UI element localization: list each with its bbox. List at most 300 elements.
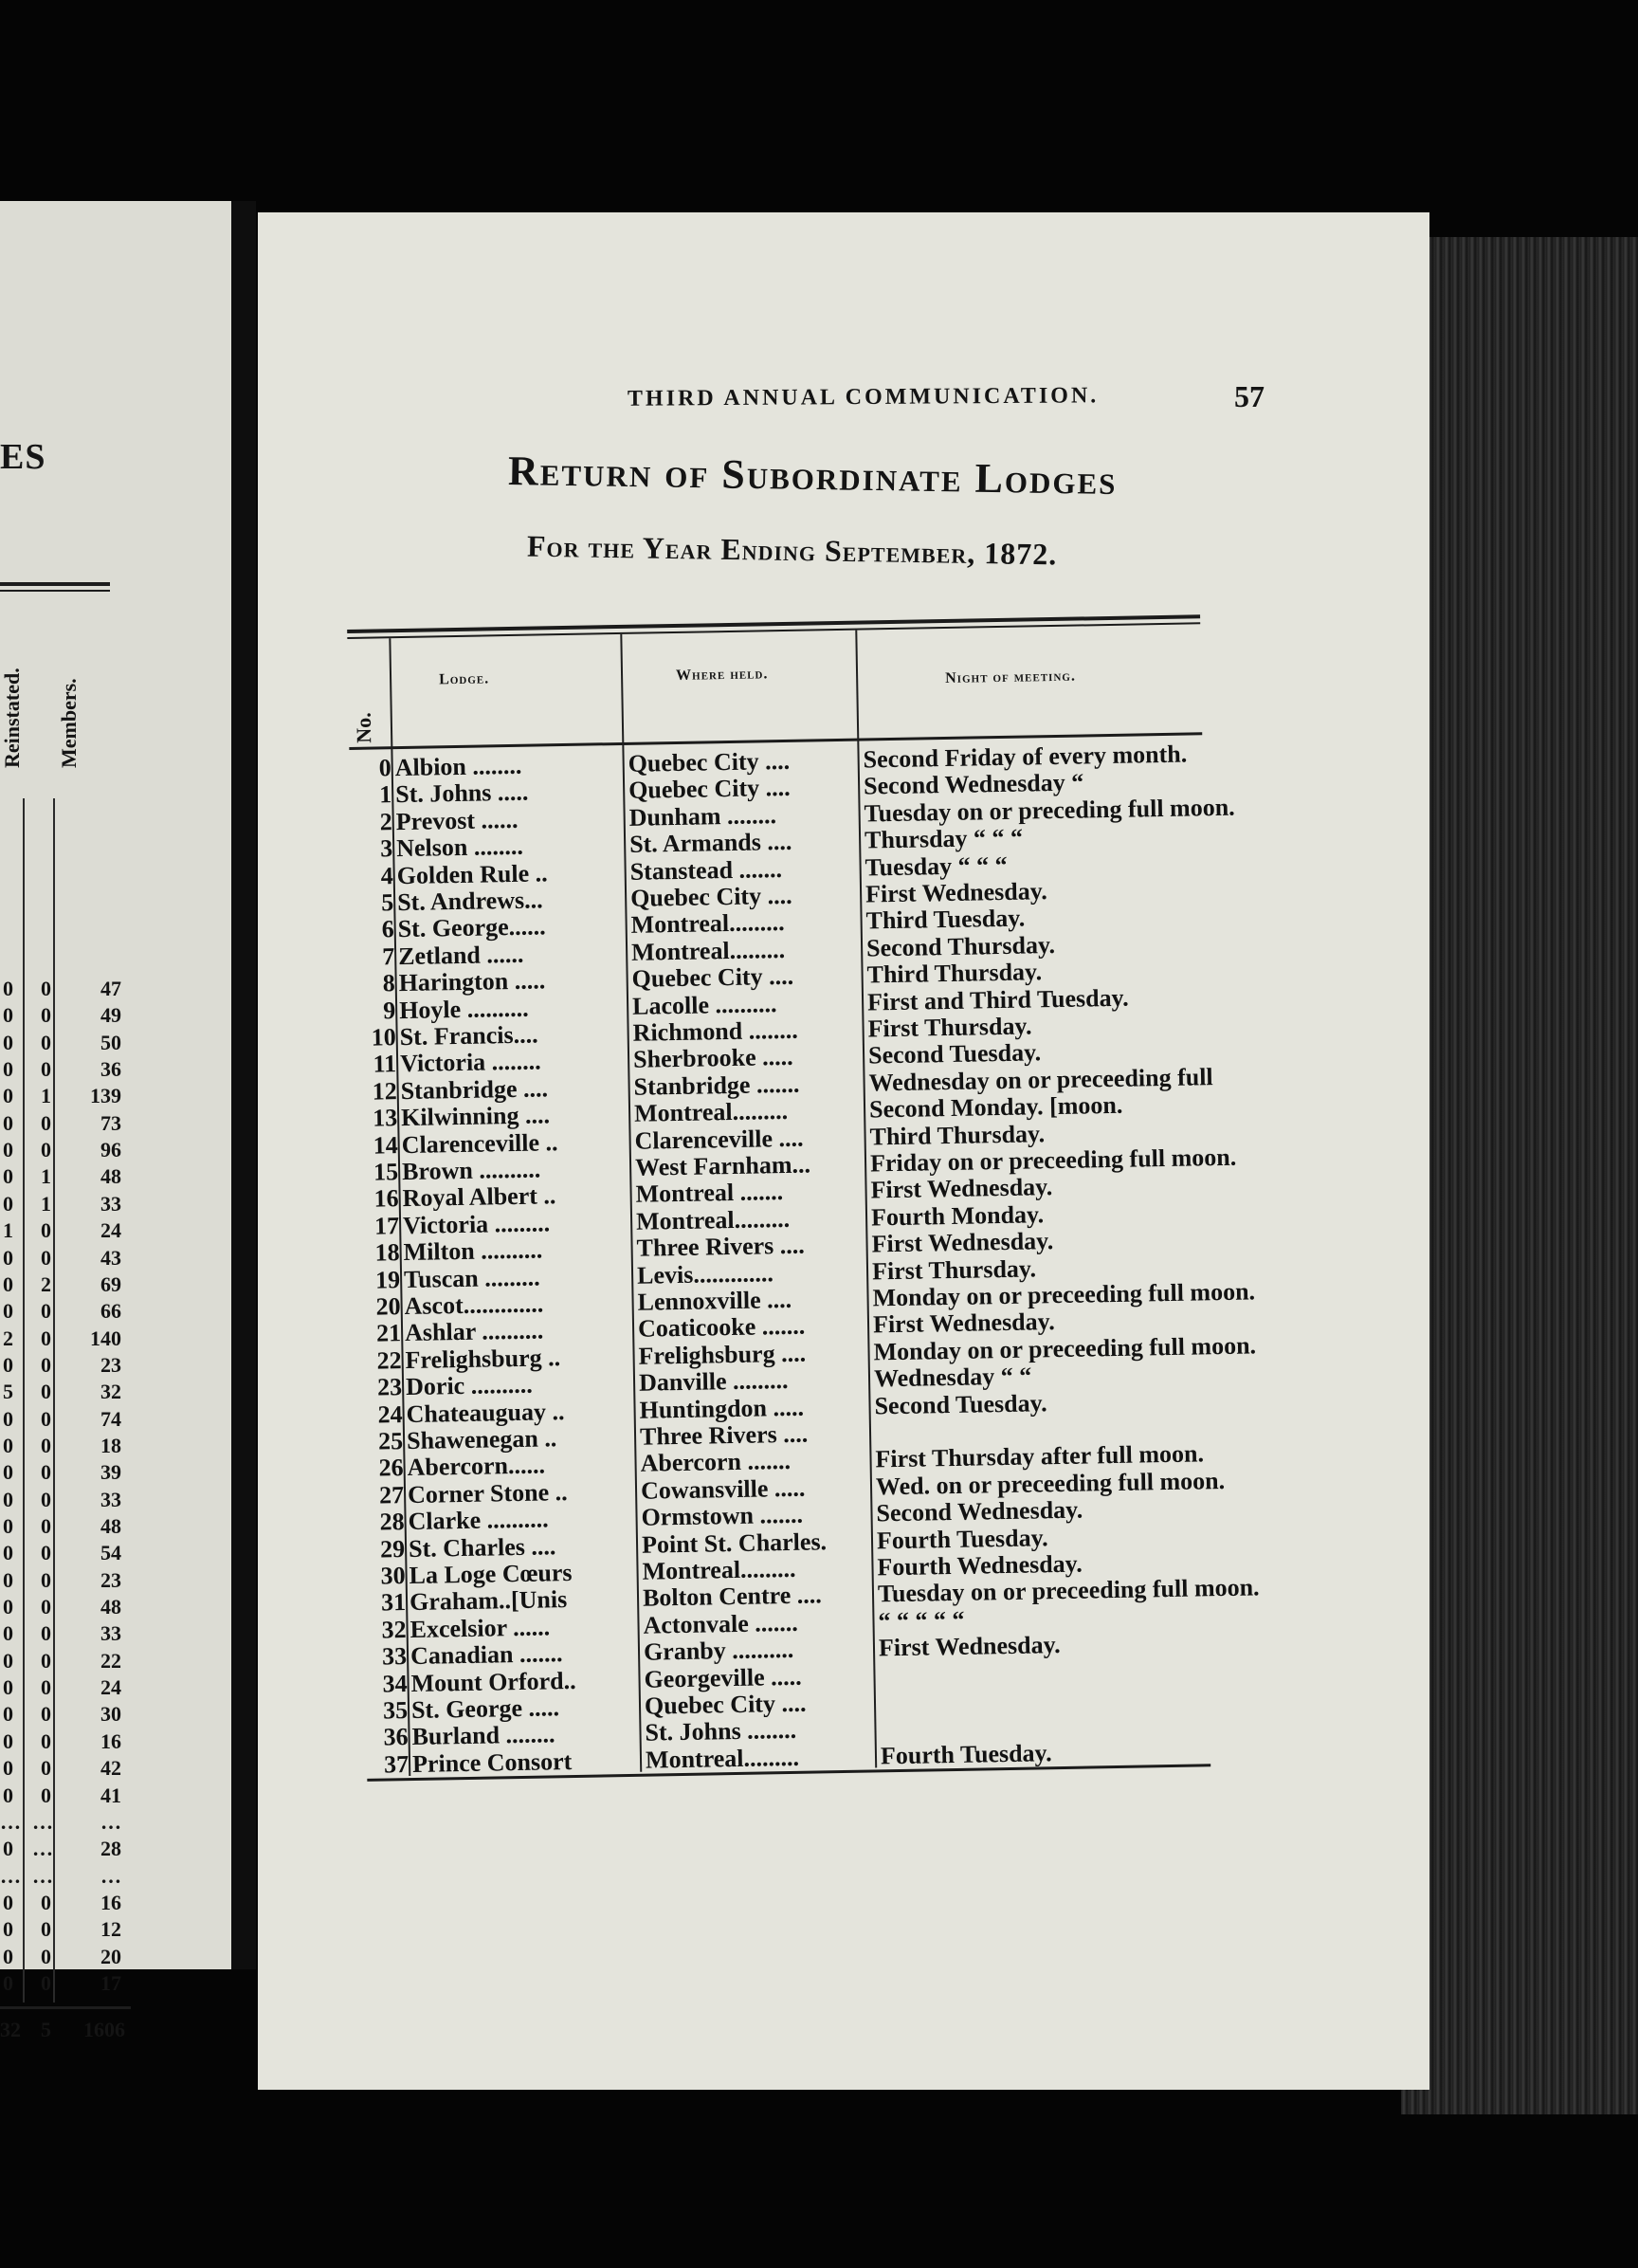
lodge-number: 8 [382, 969, 395, 997]
reinstated-cell: 0 [41, 1433, 51, 1457]
lodge-name: Graham..[Unis [409, 1585, 568, 1617]
previous-page-row [0, 1891, 131, 1917]
reinstated-cell: … [32, 1809, 53, 1834]
where-held: Quebec City .... [628, 746, 791, 777]
previous-page-row [0, 1353, 131, 1380]
lodge-name: Brown .......... [401, 1155, 541, 1186]
row-cell: 2 [3, 1326, 13, 1350]
lodge-number: 11 [373, 1050, 397, 1078]
reinstated-cell: 0 [41, 1487, 51, 1511]
column-header-lodge: Lodge. [438, 670, 490, 688]
row-cell: 0 [3, 1944, 13, 1968]
where-held: Montreal......... [630, 908, 785, 940]
previous-page-row [0, 1783, 131, 1810]
night-of-meeting: Fourth Tuesday. [880, 1739, 1052, 1770]
lodge-name: Corner Stone .. [407, 1477, 568, 1509]
where-held: Levis............. [636, 1258, 774, 1289]
lodge-name: La Loge Cœurs [409, 1559, 573, 1590]
lodge-name: Stanbridge .... [400, 1074, 549, 1105]
night-of-meeting: First Wednesday. [872, 1308, 1055, 1339]
night-of-meeting: Third Tuesday. [865, 904, 1026, 935]
members-cell: 23 [100, 1352, 121, 1377]
reinstated-cell: 0 [41, 1030, 51, 1054]
lodge-name: St. George...... [397, 912, 546, 943]
previous-page-row [0, 1864, 131, 1891]
where-held: Cowansville ..... [640, 1473, 806, 1505]
row-cell: 0 [3, 1164, 13, 1189]
lodge-name: Golden Rule .. [396, 858, 548, 889]
members-cell: 32 [100, 1380, 121, 1404]
where-held: Quebec City .... [628, 774, 791, 805]
reinstated-cell: 0 [41, 1541, 51, 1565]
lodge-number: 5 [380, 888, 394, 917]
lodge-number: 24 [377, 1399, 403, 1429]
members-cell: 42 [100, 1756, 121, 1781]
lodge-name: Prince Consort [411, 1747, 573, 1778]
lodge-number: 23 [376, 1373, 403, 1401]
total-cell: 32 [0, 2018, 21, 2041]
lodge-name: Chateauguay .. [406, 1397, 565, 1428]
reinstated-cell: 0 [41, 1514, 51, 1538]
lodge-number: 7 [381, 942, 395, 971]
night-of-meeting: First Wednesday. [871, 1227, 1054, 1258]
where-held: Frelighsburg .... [638, 1339, 807, 1370]
lodge-name: St. Charles .... [408, 1531, 556, 1563]
night-of-meeting: Third Thursday. [866, 958, 1043, 989]
members-cell: 30 [100, 1702, 121, 1727]
lodge-name: St. Johns ..... [394, 778, 529, 809]
where-held: Georgeville ..... [644, 1662, 802, 1693]
lodge-number: 21 [375, 1319, 402, 1347]
reinstated-cell: 0 [41, 1675, 51, 1700]
previous-page-row [0, 1434, 131, 1460]
lodge-name: Milton .......... [403, 1235, 543, 1267]
lodge-number: 26 [378, 1454, 404, 1482]
members-cell: 12 [100, 1917, 121, 1942]
night-of-meeting: Second Tuesday. [867, 1038, 1042, 1070]
running-head: THIRD ANNUAL COMMUNICATION. [627, 383, 1100, 412]
row-cell: 0 [3, 1970, 13, 1995]
lodge-number: 25 [377, 1427, 404, 1455]
members-cell: 18 [100, 1433, 121, 1457]
night-of-meeting: Tuesday on or preceding full moon. [864, 793, 1235, 828]
row-cell: 0 [3, 1837, 13, 1861]
row-cell: 5 [3, 1380, 13, 1404]
members-cell: 48 [100, 1595, 121, 1619]
night-of-meeting: Wednesday “ “ [873, 1362, 1032, 1393]
lodge-name: Royal Albert .. [402, 1181, 556, 1213]
lodge-number: 17 [373, 1211, 400, 1240]
lodge-name: Doric .......... [405, 1370, 533, 1401]
night-of-meeting: First Wednesday. [878, 1631, 1061, 1662]
row-cell: … [0, 1809, 21, 1834]
where-held: Granby .......... [643, 1636, 794, 1666]
night-of-meeting: Tuesday “ “ “ [864, 850, 1008, 882]
members-cell: … [100, 1863, 121, 1888]
lodge-number: 13 [372, 1104, 398, 1132]
row-cell: 0 [3, 1084, 13, 1108]
where-held: Montreal......... [630, 935, 786, 966]
lodge-number: 1 [378, 780, 392, 809]
night-of-meeting: Wednesday on or preceeding full [868, 1062, 1213, 1097]
night-of-meeting: Second Wednesday “ [863, 768, 1084, 800]
members-cell: 16 [100, 1890, 121, 1914]
previous-page-rule [0, 582, 110, 586]
reinstated-cell: 0 [41, 1648, 51, 1673]
row-cell: 0 [3, 1057, 13, 1082]
lodge-name: Zetland ...... [397, 940, 524, 970]
members-cell: 28 [100, 1837, 121, 1861]
row-cell: 0 [3, 1110, 13, 1135]
lodge-number: 29 [379, 1534, 406, 1564]
where-held: Montreal ....... [635, 1178, 784, 1209]
previous-page-row [0, 1837, 131, 1863]
where-held: Montreal......... [633, 1097, 789, 1127]
column-header-no: No. [351, 712, 376, 743]
row-cell: 0 [3, 1783, 13, 1807]
row-cell: 0 [3, 1406, 13, 1431]
where-held: Richmond ........ [632, 1015, 798, 1047]
previous-page-row [0, 1407, 131, 1434]
row-cell: 0 [3, 1728, 13, 1753]
previous-page-row [0, 1621, 131, 1648]
row-cell: 0 [3, 1352, 13, 1377]
lodge-name: St. Andrews... [396, 886, 543, 917]
where-held: St. Johns ........ [645, 1716, 797, 1747]
lodge-name: St. Francis.... [399, 1020, 538, 1052]
previous-page-row [0, 1031, 131, 1057]
row-cell: 0 [3, 1756, 13, 1781]
previous-page-row [0, 1326, 131, 1353]
members-cell: 48 [100, 1164, 121, 1189]
reinstated-cell: 0 [41, 1406, 51, 1431]
where-held: Quebec City .... [644, 1689, 807, 1720]
lodge-name: Prevost ...... [395, 805, 519, 835]
members-cell: 41 [100, 1783, 121, 1807]
lodges-table [347, 602, 1395, 2023]
where-held: Danville ......... [638, 1366, 789, 1397]
members-cell: … [100, 1809, 121, 1834]
previous-page-row [0, 1299, 131, 1326]
where-held: Sherbrooke ..... [632, 1043, 793, 1074]
night-of-meeting: First and Third Tuesday. [866, 983, 1129, 1016]
lodge-name: Excelsior ...... [410, 1613, 551, 1643]
night-of-meeting: Fourth Wednesday. [877, 1549, 1083, 1582]
row-cell: 0 [3, 1299, 13, 1324]
members-cell: 49 [100, 1003, 121, 1028]
night-of-meeting: Fourth Tuesday. [876, 1523, 1048, 1554]
lodge-number: 2 [379, 807, 392, 836]
page-subtitle: For the Year Ending September, 1872. [526, 528, 1058, 572]
reinstated-cell: 0 [41, 1057, 51, 1082]
lodge-number: 31 [380, 1588, 407, 1617]
reinstated-cell: 0 [41, 1245, 51, 1270]
where-held: Stanstead ....... [629, 854, 783, 886]
where-held: Dunham ........ [628, 800, 777, 832]
lodge-number: 3 [379, 834, 393, 863]
where-held: West Farnham... [634, 1150, 811, 1181]
previous-page-row [0, 1111, 131, 1138]
reinstated-cell: 0 [41, 1003, 51, 1028]
previous-page-row [0, 1460, 131, 1487]
members-cell: 50 [100, 1030, 121, 1054]
previous-page-row [0, 1729, 131, 1756]
members-cell: 33 [100, 1191, 121, 1216]
row-cell: … [0, 1863, 21, 1888]
reinstated-cell: 0 [41, 1110, 51, 1135]
where-held: Montreal......... [635, 1204, 791, 1235]
previous-page-row [0, 1246, 131, 1272]
lodge-number: 37 [383, 1749, 410, 1779]
lodge-number: 10 [371, 1023, 396, 1052]
reinstated-column-header: Reinstated. [0, 668, 24, 768]
night-of-meeting: First Thursday. [867, 1012, 1032, 1043]
previous-page-row [0, 1057, 131, 1084]
previous-page-row [0, 1380, 131, 1406]
lodge-name: Victoria ........ [399, 1047, 541, 1078]
where-held: Stanbridge ....... [633, 1070, 800, 1101]
row-cell: 0 [3, 977, 13, 1000]
row-cell: 0 [3, 1702, 13, 1727]
lodge-name: Harington ..... [398, 966, 546, 997]
members-cell: 73 [100, 1110, 121, 1135]
night-of-meeting: Monday on or preceeding full moon. [872, 1277, 1256, 1312]
lodge-name: Clarke .......... [408, 1505, 549, 1536]
row-cell: 0 [3, 1487, 13, 1511]
where-held: Ormstown ....... [641, 1500, 804, 1531]
where-held: Three Rivers .... [636, 1231, 805, 1262]
lodge-number: 4 [380, 861, 393, 890]
lodge-name: Tuscan ......... [403, 1263, 540, 1293]
members-cell: 23 [100, 1567, 121, 1592]
row-cell: 0 [3, 1514, 13, 1538]
lodge-number: 14 [373, 1130, 398, 1160]
reinstated-cell: 0 [41, 1326, 51, 1350]
previous-page-row [0, 1003, 131, 1030]
previous-page-row [0, 1810, 131, 1837]
night-of-meeting: Second Friday of every month. [863, 740, 1188, 774]
lodge-name: Mount Orford.. [410, 1666, 576, 1697]
total-members: 1606 [83, 2018, 125, 2041]
night-of-meeting [880, 1679, 1410, 1689]
lodge-name: Victoria ......... [402, 1209, 551, 1239]
reinstated-cell: 0 [41, 1917, 51, 1942]
reinstated-cell: 0 [41, 1728, 51, 1753]
members-cell: 43 [100, 1245, 121, 1270]
night-of-meeting: Second Wednesday. [876, 1495, 1083, 1527]
lodge-name: Frelighsburg .. [405, 1343, 561, 1374]
lodge-name: Albion ........ [394, 751, 522, 782]
night-of-meeting: Tuesday on or preceeding full moon. [877, 1573, 1260, 1608]
night-of-meeting: Friday on or preceeding full moon. [869, 1143, 1237, 1178]
night-of-meeting: Monday on or preceeding full moon. [873, 1331, 1257, 1366]
previous-page-row [0, 1164, 131, 1191]
members-cell: 74 [100, 1406, 121, 1431]
reinstated-cell: 0 [41, 1621, 51, 1646]
reinstated-cell: 0 [41, 1218, 51, 1243]
previous-page-row [0, 1971, 131, 1998]
previous-page-row [0, 1138, 131, 1164]
previous-page-row [0, 977, 131, 1003]
page-number: 57 [1234, 379, 1265, 413]
members-cell: 48 [100, 1514, 121, 1538]
lodge-name: Burland ........ [411, 1720, 555, 1751]
members-cell: 33 [100, 1621, 121, 1646]
lodge-name: Ascot............. [404, 1289, 544, 1321]
where-held: Bolton Centre .... [642, 1581, 823, 1613]
reinstated-cell: 0 [41, 977, 51, 1000]
members-cell: 17 [100, 1970, 121, 1995]
reinstated-cell: 1 [41, 1084, 51, 1108]
lodge-name: Clarenceville .. [401, 1127, 558, 1159]
reinstated-cell: … [32, 1863, 53, 1888]
lodge-number: 0 [378, 754, 391, 782]
previous-page-row [0, 1218, 131, 1245]
night-of-meeting: Thursday “ “ “ [864, 823, 1024, 854]
night-of-meeting: First Thursday after full moon. [875, 1439, 1205, 1473]
members-cell: 139 [90, 1084, 121, 1108]
where-held: Actonvale ....... [643, 1608, 798, 1639]
members-cell: 39 [100, 1460, 121, 1485]
row-cell: 0 [3, 1621, 13, 1646]
previous-page-row [0, 1568, 131, 1595]
members-cell: 36 [100, 1057, 121, 1082]
row-cell: 0 [3, 1003, 13, 1028]
where-held: Three Rivers .... [639, 1419, 809, 1451]
lodge-number: 36 [383, 1723, 409, 1751]
previous-page-row [0, 1084, 131, 1110]
lodge-name: St. George ..... [410, 1693, 560, 1724]
lodge-number: 12 [372, 1076, 397, 1106]
night-of-meeting: “ “ “ “ “ [878, 1605, 965, 1636]
night-of-meeting: Wed. on or preceeding full moon. [875, 1466, 1226, 1501]
row-cell: 0 [3, 1917, 13, 1942]
reinstated-cell: 0 [41, 1595, 51, 1619]
lodge-number: 33 [381, 1642, 408, 1671]
row-cell: 1 [3, 1218, 13, 1243]
reinstated-cell: 0 [41, 1944, 51, 1968]
lodge-name: Canadian ....... [410, 1639, 563, 1671]
reinstated-cell: 0 [41, 1970, 51, 1995]
lodge-number: 9 [382, 996, 396, 1024]
book-gutter [231, 201, 256, 1969]
previous-page-total-rule [0, 2006, 131, 2009]
reinstated-cell: 0 [41, 1756, 51, 1781]
previous-page-rule-thin [0, 590, 110, 592]
night-of-meeting: Second Tuesday. [874, 1388, 1047, 1420]
column-header-night: Night of meeting. [945, 668, 1077, 686]
reinstated-cell: 0 [41, 1702, 51, 1727]
lodge-number: 18 [374, 1238, 400, 1267]
reinstated-cell: 0 [41, 1352, 51, 1377]
previous-page-row [0, 1756, 131, 1783]
where-held: Lennoxville .... [637, 1285, 792, 1316]
where-held: Abercorn ....... [640, 1447, 792, 1478]
lodge-number: 16 [373, 1184, 399, 1213]
lodge-name: Ashlar .......... [404, 1316, 544, 1347]
members-cell: 24 [100, 1218, 121, 1243]
lodge-number: 19 [374, 1265, 401, 1294]
lodge-number: 15 [373, 1158, 399, 1186]
members-cell: 66 [100, 1299, 121, 1324]
row-cell: 0 [3, 1138, 13, 1162]
where-held: St. Armands .... [628, 828, 792, 859]
lodge-name: Abercorn...... [407, 1451, 546, 1482]
night-of-meeting [880, 1706, 1410, 1715]
total-reinstated: 5 [41, 2018, 51, 2041]
where-held: Lacolle .......... [631, 989, 777, 1020]
reinstated-cell: 0 [41, 1138, 51, 1162]
night-of-meeting: Fourth Monday. [870, 1200, 1045, 1232]
reinstated-cell: 0 [41, 1783, 51, 1807]
reinstated-cell: … [32, 1837, 53, 1861]
previous-page-row [0, 1514, 131, 1541]
where-held: Montreal......... [642, 1554, 796, 1585]
members-cell: 22 [100, 1648, 121, 1673]
lodge-number: 30 [380, 1562, 406, 1590]
lodge-number: 34 [382, 1669, 408, 1698]
row-cell: 0 [3, 1648, 13, 1673]
row-cell: 0 [3, 1433, 13, 1457]
lodge-number: 35 [382, 1696, 409, 1725]
night-of-meeting: First Wednesday. [864, 877, 1048, 908]
row-cell: 0 [3, 1890, 13, 1914]
reinstated-cell: 0 [41, 1890, 51, 1914]
row-cell: 0 [3, 1030, 13, 1054]
previous-page-row [0, 1595, 131, 1621]
previous-page-fragment [0, 201, 231, 2041]
previous-page-row [0, 1702, 131, 1728]
members-cell: 20 [100, 1944, 121, 1968]
night-of-meeting: Second Thursday. [865, 930, 1056, 962]
document-page [258, 212, 1429, 2090]
reinstated-cell: 2 [41, 1271, 51, 1296]
where-held: Quebec City .... [631, 962, 794, 993]
row-cell: 0 [3, 1595, 13, 1619]
members-column-header: Members. [57, 678, 81, 768]
members-cell: 140 [90, 1326, 121, 1350]
lodge-name: Kilwinning .... [400, 1101, 551, 1132]
row-cell: 0 [3, 1541, 13, 1565]
where-held: Huntingdon ..... [639, 1393, 805, 1424]
reinstated-cell: 1 [41, 1191, 51, 1216]
book-page-edges [1401, 237, 1638, 2114]
lodge-number: 28 [379, 1508, 405, 1536]
previous-page-row [0, 1488, 131, 1514]
reinstated-cell: 1 [41, 1164, 51, 1189]
row-cell: 0 [3, 1675, 13, 1700]
lodge-name: Nelson ........ [395, 832, 524, 863]
previous-page-heading: ES [0, 437, 46, 477]
previous-page-row [0, 1541, 131, 1567]
row-cell: 0 [3, 1245, 13, 1270]
where-held: Montreal......... [645, 1743, 800, 1774]
members-cell: 54 [100, 1541, 121, 1565]
column-header-where: Where held. [675, 666, 769, 684]
reinstated-cell: 0 [41, 1567, 51, 1592]
row-cell: 0 [3, 1567, 13, 1592]
row-cell: 0 [3, 1460, 13, 1485]
lodge-number: 22 [376, 1345, 402, 1375]
lodge-name: Shawenegan .. [406, 1424, 557, 1455]
where-held: Clarenceville .... [634, 1124, 804, 1155]
night-of-meeting: First Thursday. [871, 1254, 1037, 1286]
members-cell: 96 [100, 1138, 121, 1162]
where-held: Quebec City .... [629, 881, 792, 912]
previous-page-row [0, 1917, 131, 1944]
previous-page-row [0, 1945, 131, 1971]
where-held: Coaticooke ....... [637, 1312, 806, 1344]
